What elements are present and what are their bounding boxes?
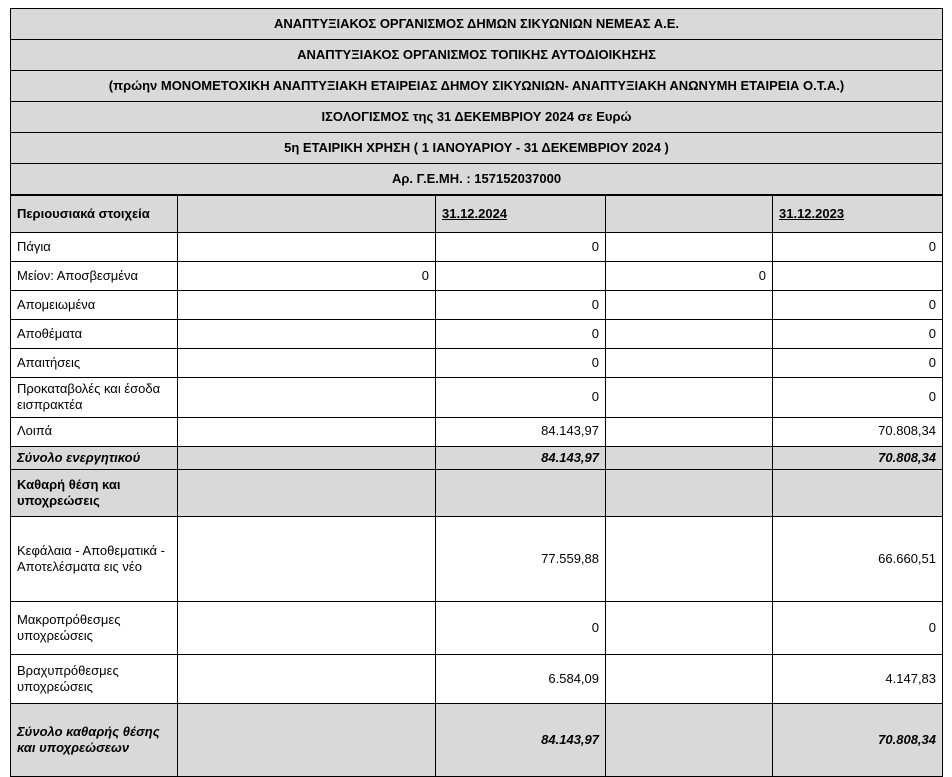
header-row-former-name: [11, 71, 943, 102]
row-previous-value: [773, 262, 943, 291]
header-line-1: ΑΝΑΠΤΥΞΙΑΚΟΣ ΟΡΓΑΝΙΣΜΟΣ ΔΗΜΩΝ ΣΙΚΥΩΝΙΩΝ ΝΕΜΕΑΣ Α.Ε.: [11, 9, 943, 40]
balance-sheet-document: [0, 8, 952, 755]
header-line-6: Αρ. Γ.Ε.ΜΗ. : 157152037000: [11, 164, 943, 196]
row-label: Απομειωμένα: [11, 291, 178, 320]
row-mid-value-1: [178, 516, 436, 601]
column-header-period-previous: 31.12.2023: [773, 195, 943, 233]
row-previous-value: 66.660,51: [773, 516, 943, 601]
row-current-value: 0: [436, 291, 606, 320]
row-label: Κεφάλαια - Αποθεματικά - Αποτελέσματα εις νέο: [11, 516, 178, 601]
row-previous-value: 70.808,34: [773, 417, 943, 446]
row-mid-value-2: [606, 378, 773, 418]
row-mid-value-1: [178, 320, 436, 349]
table-row-total-equity-liabilities: [11, 703, 943, 776]
row-mid-value-1: [178, 233, 436, 262]
balance-sheet-table: [10, 8, 943, 777]
row-mid-value-2: [606, 446, 773, 469]
row-label: Λοιπά: [11, 417, 178, 446]
row-previous-value: 0: [773, 349, 943, 378]
column-header-row: [11, 195, 943, 233]
row-mid-value-1: [178, 601, 436, 654]
table-row-section-equity-liabilities: [11, 469, 943, 516]
header-row-org-type: [11, 40, 943, 71]
row-mid-value-1: [178, 417, 436, 446]
row-previous-value: 70.808,34: [773, 446, 943, 469]
row-label: Σύνολο καθαρής θέσης και υποχρεώσεων: [11, 703, 178, 776]
row-previous-value: 70.808,34: [773, 703, 943, 776]
row-mid-value-2: [606, 601, 773, 654]
row-mid-value-1: [178, 446, 436, 469]
row-previous-value: 4.147,83: [773, 654, 943, 703]
row-mid-value-2: [606, 469, 773, 516]
row-current-value: 6.584,09: [436, 654, 606, 703]
row-mid-value-1: [178, 469, 436, 516]
row-mid-value-2: 0: [606, 262, 773, 291]
column-header-period-current: 31.12.2024: [436, 195, 606, 233]
header-line-5: 5η ΕΤΑΙΡΙΚΗ ΧΡΗΣΗ ( 1 ΙΑΝΟΥΑΡΙΟΥ - 31 ΔΕΚΕΜΒΡΙΟΥ 2024 ): [11, 133, 943, 164]
row-mid-value-2: [606, 703, 773, 776]
row-label: Απαιτήσεις: [11, 349, 178, 378]
row-label: Μείον: Αποσβεσμένα: [11, 262, 178, 291]
row-current-value: 77.559,88: [436, 516, 606, 601]
row-mid-value-1: [178, 703, 436, 776]
row-previous-value: 0: [773, 320, 943, 349]
row-current-value: 0: [436, 378, 606, 418]
row-current-value: 0: [436, 233, 606, 262]
row-previous-value: 0: [773, 378, 943, 418]
table-row: [11, 516, 943, 601]
row-current-value: 84.143,97: [436, 703, 606, 776]
row-previous-value: 0: [773, 601, 943, 654]
row-mid-value-2: [606, 654, 773, 703]
row-current-value: [436, 262, 606, 291]
column-header-blank-2: [606, 195, 773, 233]
table-row: [11, 291, 943, 320]
table-row: [11, 320, 943, 349]
row-previous-value: 0: [773, 233, 943, 262]
row-label: Καθαρή θέση και υποχρεώσεις: [11, 469, 178, 516]
row-mid-value-1: [178, 291, 436, 320]
row-mid-value-1: 0: [178, 262, 436, 291]
table-row: [11, 601, 943, 654]
row-mid-value-1: [178, 349, 436, 378]
table-row: [11, 349, 943, 378]
row-mid-value-2: [606, 349, 773, 378]
row-label: Σύνολο ενεργητικού: [11, 446, 178, 469]
row-mid-value-2: [606, 320, 773, 349]
header-row-company-name: [11, 9, 943, 40]
column-header-blank-1: [178, 195, 436, 233]
row-current-value: 0: [436, 349, 606, 378]
row-current-value: 84.143,97: [436, 417, 606, 446]
header-row-registry-number: [11, 164, 943, 196]
row-mid-value-2: [606, 417, 773, 446]
table-row-total-assets: [11, 446, 943, 469]
table-row: [11, 417, 943, 446]
header-line-2: ΑΝΑΠΤΥΞΙΑΚΟΣ ΟΡΓΑΝΙΣΜΟΣ ΤΟΠΙΚΗΣ ΑΥΤΟΔΙΟΙΚΗΣΗΣ: [11, 40, 943, 71]
column-header-assets: Περιουσιακά στοιχεία: [11, 195, 178, 233]
row-previous-value: 0: [773, 291, 943, 320]
row-current-value: [436, 469, 606, 516]
row-label: Μακροπρόθεσμες υποχρεώσεις: [11, 601, 178, 654]
table-row: [11, 654, 943, 703]
row-label: Βραχυπρόθεσμες υποχρεώσεις: [11, 654, 178, 703]
row-mid-value-2: [606, 291, 773, 320]
table-row: [11, 262, 943, 291]
header-line-3: (πρώην ΜΟΝΟΜΕΤΟΧΙΚΗ ΑΝΑΠΤΥΞΙΑΚΗ ΕΤΑΙΡΕΙΑΣ ΔΗΜΟΥ ΣΙΚΥΩΝΙΩΝ- ΑΝΑΠΤΥΞΙΑΚΗ ΑΝΩΝΥΜΗ ΕΤΑΙΡΕΙΑ Ο.Τ.Α.): [11, 71, 943, 102]
row-current-value: 84.143,97: [436, 446, 606, 469]
row-mid-value-2: [606, 233, 773, 262]
row-current-value: 0: [436, 320, 606, 349]
row-previous-value: [773, 469, 943, 516]
row-mid-value-1: [178, 378, 436, 418]
row-label: Πάγια: [11, 233, 178, 262]
row-label: Αποθέματα: [11, 320, 178, 349]
row-mid-value-2: [606, 516, 773, 601]
header-row-fiscal-year: [11, 133, 943, 164]
table-row: [11, 378, 943, 418]
row-mid-value-1: [178, 654, 436, 703]
table-row: [11, 233, 943, 262]
header-line-4: ΙΣΟΛΟΓΙΣΜΟΣ της 31 ΔΕΚΕΜΒΡΙΟΥ 2024 σε Ευρώ: [11, 102, 943, 133]
row-current-value: 0: [436, 601, 606, 654]
row-label: Προκαταβολές και έσοδα εισπρακτέα: [11, 378, 178, 418]
header-row-balance-date: [11, 102, 943, 133]
